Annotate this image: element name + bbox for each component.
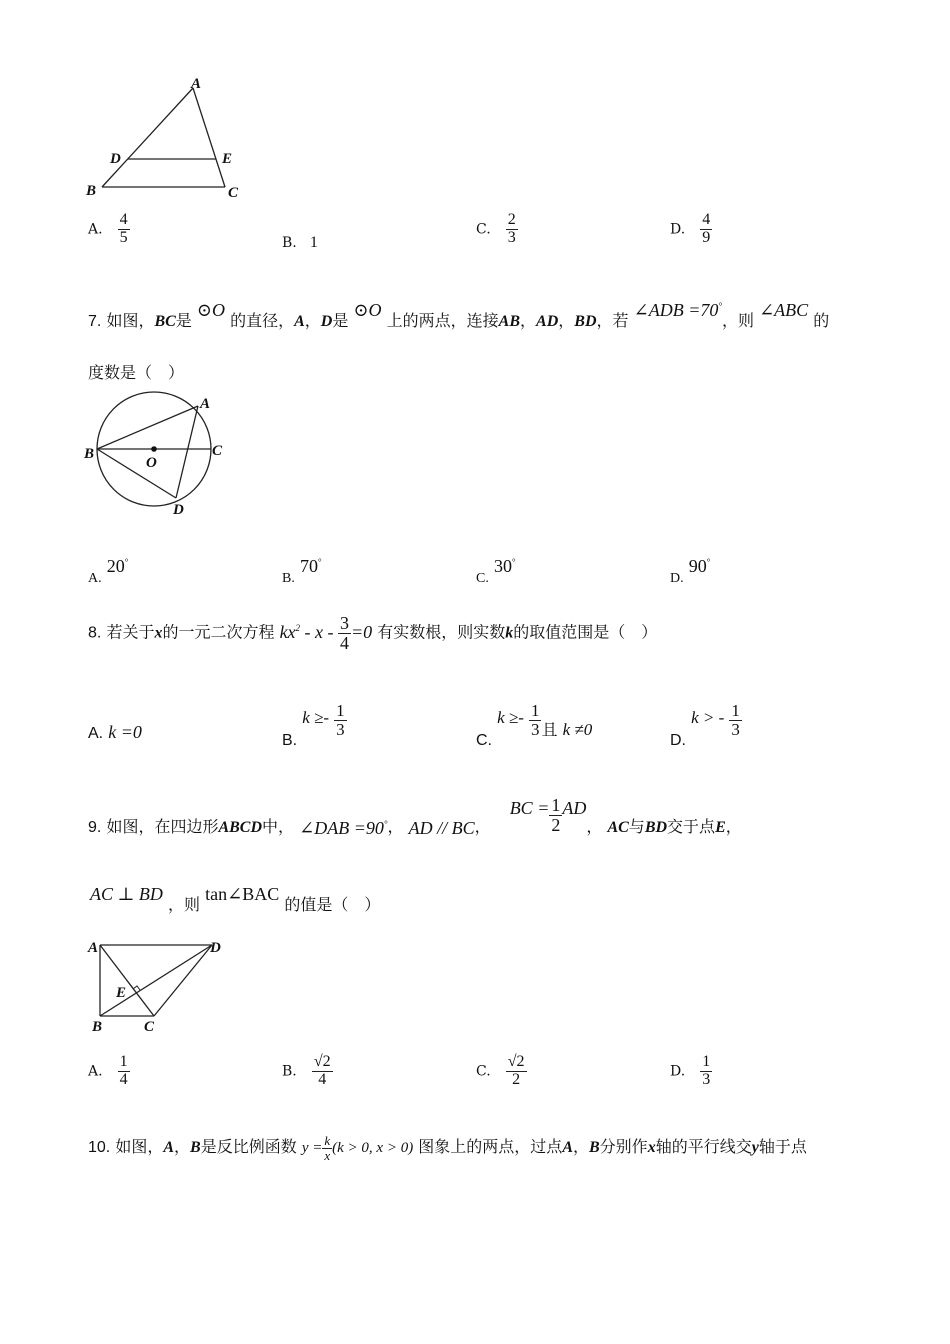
circle-o-symbol: ⊙O xyxy=(196,300,225,320)
q7-stem-line2: 度数是（ ） xyxy=(88,363,185,382)
option-value: 90° xyxy=(688,556,711,576)
tan-bac: tan∠BAC xyxy=(205,884,280,904)
bc-half-ad: BC = $\frac{1}{2}$ AD xyxy=(509,795,587,835)
perpendicular-relation: AC ⊥ BD xyxy=(90,884,163,904)
stem-text: 若关于 xyxy=(106,622,155,642)
option-inequality: k ≥- xyxy=(302,707,330,727)
point-b: B xyxy=(190,1139,201,1156)
fig9-label-d: D xyxy=(210,940,221,956)
fraction: $\frac{4}{5}$ xyxy=(119,211,128,246)
stem-text: 上的两点，连接 xyxy=(386,311,499,330)
fraction: $\frac{1}{3}$ xyxy=(702,1053,711,1088)
fig9-label-e: E xyxy=(116,985,127,1001)
stem-text: 的直径， xyxy=(230,311,295,330)
fig7-label-o: O xyxy=(146,455,157,471)
q7-option-d[interactable] xyxy=(670,556,711,586)
fig7-label-c: C xyxy=(212,443,223,459)
inverse-function: y = $\frac{k}{x}$ (k > 0, x > 0) xyxy=(301,1133,414,1164)
angle-adb: ∠ADB =70° xyxy=(633,300,722,320)
separator: ， xyxy=(586,816,603,836)
fraction: $\frac{1}{3}$ xyxy=(731,701,740,739)
stem-text: 如图，在四边形ABCD中， xyxy=(106,816,295,836)
point-a: A xyxy=(294,313,305,330)
separator: ， xyxy=(174,1137,191,1156)
triangle-de-figure xyxy=(80,70,250,205)
stem-text: 如图， xyxy=(115,1137,164,1156)
fig6-label-b: B xyxy=(86,183,97,199)
q8-option-c[interactable] xyxy=(476,700,593,749)
q9-option-a[interactable] xyxy=(88,1054,130,1089)
q6-option-b[interactable] xyxy=(282,232,318,252)
question-number: 8. xyxy=(88,624,102,642)
stem-text: ，则 xyxy=(721,311,754,330)
separator: ， xyxy=(572,1137,589,1156)
q6-option-a[interactable] xyxy=(88,212,130,247)
q9-option-b[interactable] xyxy=(282,1054,333,1089)
variable-k: k xyxy=(505,624,514,642)
q9-option-d[interactable] xyxy=(670,1054,712,1089)
parallel-relation: AD // BC xyxy=(408,817,475,838)
q9-option-c[interactable] xyxy=(476,1054,527,1089)
stem-text: 的 xyxy=(813,311,830,330)
quadrilateral-figure xyxy=(82,936,232,1036)
question-number: 10. xyxy=(88,1139,111,1156)
fig6-label-e: E xyxy=(222,151,233,167)
question-number: 9. xyxy=(88,818,102,836)
q8-option-d[interactable] xyxy=(670,700,742,749)
segment-bc: BC xyxy=(154,313,176,330)
stem-text: 的取值范围是（ ） xyxy=(513,622,658,642)
option-value: 30° xyxy=(493,556,516,576)
option-inequality: k ≥- xyxy=(497,707,524,727)
q8-stem xyxy=(88,614,657,653)
separator: ， xyxy=(558,311,575,330)
stem-text: 有实数根，则实数 xyxy=(377,622,506,642)
q9-stem-line2 xyxy=(90,882,381,914)
option-letter: A. xyxy=(88,221,103,238)
angle-abc: ∠ABC xyxy=(759,300,809,320)
point-a: A xyxy=(163,1139,175,1156)
fraction: $\frac{√2}{4}$ xyxy=(313,1053,331,1088)
fraction: $\frac{4}{9}$ xyxy=(702,211,711,246)
q9-stem-line1 xyxy=(88,790,742,838)
fig7-label-b: B xyxy=(84,446,95,462)
option-letter: C. xyxy=(476,571,489,586)
q6-option-c[interactable] xyxy=(476,212,518,247)
segment-ab: AB xyxy=(498,313,521,330)
stem-text: 是 xyxy=(332,311,349,330)
circle-o-symbol: ⊙O xyxy=(353,300,382,320)
option-letter: D. xyxy=(670,221,686,238)
fraction: $\frac{1}{4}$ xyxy=(119,1053,128,1088)
stem-text: ，若 xyxy=(596,311,629,330)
stem-text: AC与BD交于点E， xyxy=(607,816,742,836)
axis-x: x xyxy=(647,1139,656,1156)
option-letter: A. xyxy=(88,725,104,742)
fraction: $\frac{2}{3}$ xyxy=(507,211,516,246)
point-a: A xyxy=(562,1139,573,1156)
option-letter: D. xyxy=(670,1063,686,1080)
stem-text: 是反比例函数 xyxy=(200,1137,297,1156)
stem-text: 的一元二次方程 xyxy=(162,622,275,642)
stem-text: 是 xyxy=(175,311,192,330)
option-inequality: k > - xyxy=(691,707,725,727)
point-b: B xyxy=(589,1139,600,1156)
point-d: D xyxy=(320,313,333,330)
q8-option-b[interactable] xyxy=(282,700,347,749)
angle-dab: ∠DAB =90° xyxy=(299,817,388,838)
stem-text: ，则 xyxy=(168,895,201,914)
fig9-label-a: A xyxy=(88,940,99,956)
option-letter: A. xyxy=(88,1063,103,1080)
option-letter: B. xyxy=(282,571,295,586)
fig9-label-b: B xyxy=(92,1019,103,1035)
stem-text: 如图， xyxy=(106,311,155,330)
option-letter: D. xyxy=(670,731,686,749)
conjunction: 且 xyxy=(541,719,558,739)
stem-text: 轴于点 xyxy=(758,1137,807,1156)
option-value: 20° xyxy=(106,556,129,576)
axis-y: y xyxy=(751,1139,759,1156)
option-value: 1 xyxy=(309,234,318,251)
separator: ， xyxy=(520,311,537,330)
option-letter: C. xyxy=(476,731,492,749)
fraction: $\frac{1}{3}$ xyxy=(336,701,345,739)
option-letter: A. xyxy=(88,571,102,586)
segment-bd: BD xyxy=(574,313,597,330)
q7-stem-line1 xyxy=(88,300,830,331)
fig6-label-a: A xyxy=(191,76,202,92)
q7-option-b[interactable] xyxy=(282,556,322,586)
option-value: k =0 xyxy=(108,722,142,742)
stem-text: 轴的平行线交 xyxy=(655,1137,752,1156)
fraction: $\frac{√2}{2}$ xyxy=(507,1053,525,1088)
question-number: 7. xyxy=(88,313,102,330)
circle-figure xyxy=(80,388,240,520)
separator: ， xyxy=(304,311,321,330)
separator: ， xyxy=(474,816,491,836)
quadratic-equation: $kx^2$ - x - $\frac{3}{4}$ =0 xyxy=(279,613,373,653)
variable-x: x xyxy=(154,624,163,642)
separator: ， xyxy=(387,816,404,836)
option-letter: C. xyxy=(476,1063,491,1080)
fig6-label-d: D xyxy=(110,151,121,167)
fig9-label-c: C xyxy=(144,1019,155,1035)
stem-text: 分别作 xyxy=(599,1137,648,1156)
fig6-label-c: C xyxy=(228,185,239,201)
q10-stem xyxy=(88,1134,807,1163)
option-letter: B. xyxy=(282,731,298,749)
option-letter: C. xyxy=(476,221,491,238)
option-letter: B. xyxy=(282,235,297,251)
segment-ad: AD xyxy=(536,313,559,330)
q7-option-c[interactable] xyxy=(476,556,516,586)
fig7-label-d: D xyxy=(173,502,184,518)
option-letter: D. xyxy=(670,571,684,586)
q7-option-a[interactable] xyxy=(88,556,129,586)
q8-option-a[interactable] xyxy=(88,722,142,743)
option-inequality: k ≠0 xyxy=(562,719,593,739)
q6-option-d[interactable] xyxy=(670,212,712,247)
stem-text: 的值是（ ） xyxy=(284,895,381,914)
option-letter: B. xyxy=(282,1063,297,1080)
fig7-label-a: A xyxy=(200,396,211,412)
stem-text: 图象上的两点，过点 xyxy=(418,1137,563,1156)
fraction: $\frac{1}{3}$ xyxy=(530,701,540,739)
option-value: 70° xyxy=(299,556,322,576)
